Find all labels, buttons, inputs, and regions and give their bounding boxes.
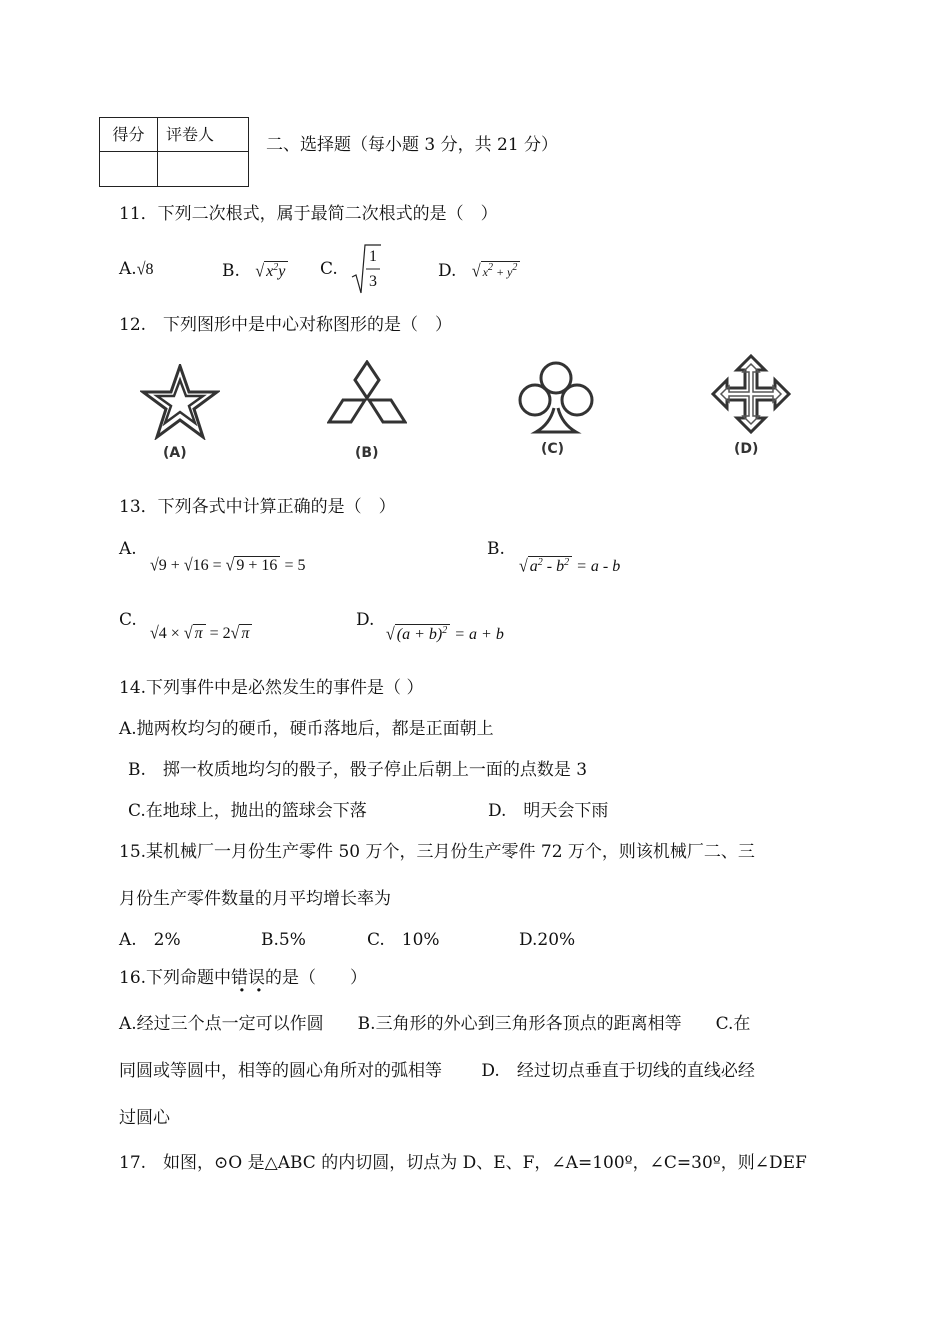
q13-option-c: √4 × √ π = 2√ π [150, 624, 252, 642]
q11-c-numerator: 1 [369, 248, 377, 265]
section-title: 二、选择题（每小题 3 分，共 21 分） [266, 135, 559, 155]
q13-c-label: C. [119, 610, 137, 630]
q15-line2: 月份生产零件数量的月平均增长率为 [119, 889, 391, 909]
figure-c-club [514, 358, 598, 436]
q13-d-label: D. [356, 610, 375, 630]
q11-option-a: A.√8 [119, 259, 154, 279]
q11-option-c [320, 261, 338, 278]
q15-option-b: B.5% [261, 930, 306, 950]
q11-option-b: B. √ $x^2y$ [222, 261, 288, 280]
q14-option-b: B. 掷一枚质地均匀的骰子，骰子停止后朝上一面的点数是 3 [128, 760, 588, 780]
q15-option-c: C. 10% [367, 930, 440, 950]
q17-stem: 17. 如图，⊙O 是△ABC 的内切圆，切点为 D、E、F，∠A=100º，∠C=30º，则∠DEF [119, 1153, 807, 1173]
q14-option-d: D. 明天会下雨 [488, 801, 609, 821]
q13-option-b: √ $a^2 - b^2 = a - b$ [519, 557, 621, 576]
q11-b-label: B. [222, 261, 240, 281]
q13-option-a: √9 + √16 = √ 9 + 16 = 5 [150, 556, 306, 575]
q11-a-label: A. [119, 259, 137, 279]
q15-line1: 15.某机械厂一月份生产零件 50 万个，三月份生产零件 72 万个，则该机械厂二、三 [119, 842, 755, 862]
q13-b-label: B. [487, 539, 505, 559]
q11-stem: 11．下列二次根式，属于最简二次根式的是（ ） [119, 204, 498, 224]
grader-cell[interactable] [158, 152, 249, 187]
q14-option-a: A.抛两枚均匀的硬币，硬币落地后，都是正面朝上 [119, 719, 494, 739]
q14-option-c: C.在地球上，抛出的篮球会下落 [128, 801, 367, 821]
figure-d-arrows [711, 354, 791, 434]
figure-c-label: (C) [541, 441, 565, 457]
q13-a-label: A. [119, 539, 137, 559]
q15-option-a: A. 2% [119, 930, 181, 950]
q13-option-d: √ $(a + b)^2 = a + b$ [386, 625, 504, 644]
figure-a-star [140, 364, 220, 440]
figure-d-label: (D) [734, 441, 759, 457]
q16-emphasis-1: 错 [231, 968, 249, 988]
q11-d-label: D. [438, 261, 457, 281]
q16-line2: 同圆或等圆中，相等的圆心角所对的弧相等 D. 经过切点垂直于切线的直线必经 [119, 1061, 755, 1081]
q16-emphasis-2: 误 [248, 968, 266, 988]
q14-stem: 14.下列事件中是必然发生的事件是（ ） [119, 678, 424, 698]
q16-line3: 过圆心 [119, 1108, 170, 1128]
q16-stem: 16.下列命题中错误的是（ ） [119, 968, 368, 988]
q11-c-fraction [350, 243, 382, 299]
score-table [99, 117, 249, 187]
figure-b-label: (B) [355, 445, 379, 461]
q15-option-d: D.20% [519, 930, 576, 950]
q16-line1: A.经过三个点一定可以作圆 B.三角形的外心到三角形各顶点的距离相等 C.在 [119, 1014, 751, 1034]
grader-header: 评卷人 [158, 118, 249, 152]
q11-a-radicand: 8 [145, 261, 154, 278]
score-cell[interactable] [100, 152, 158, 187]
figure-b-diamonds [327, 360, 407, 436]
figure-a-label: (A) [163, 445, 187, 461]
score-header: 得分 [100, 118, 158, 152]
q11-c-denominator: 3 [369, 273, 377, 290]
q12-stem: 12. 下列图形中是中心对称图形的是（ ） [119, 315, 453, 335]
q11-c-label: C. [320, 259, 338, 279]
q13-stem: 13．下列各式中计算正确的是（ ） [119, 497, 396, 517]
q11-option-d: D. √ $x^2 + y^2$ [438, 261, 520, 280]
